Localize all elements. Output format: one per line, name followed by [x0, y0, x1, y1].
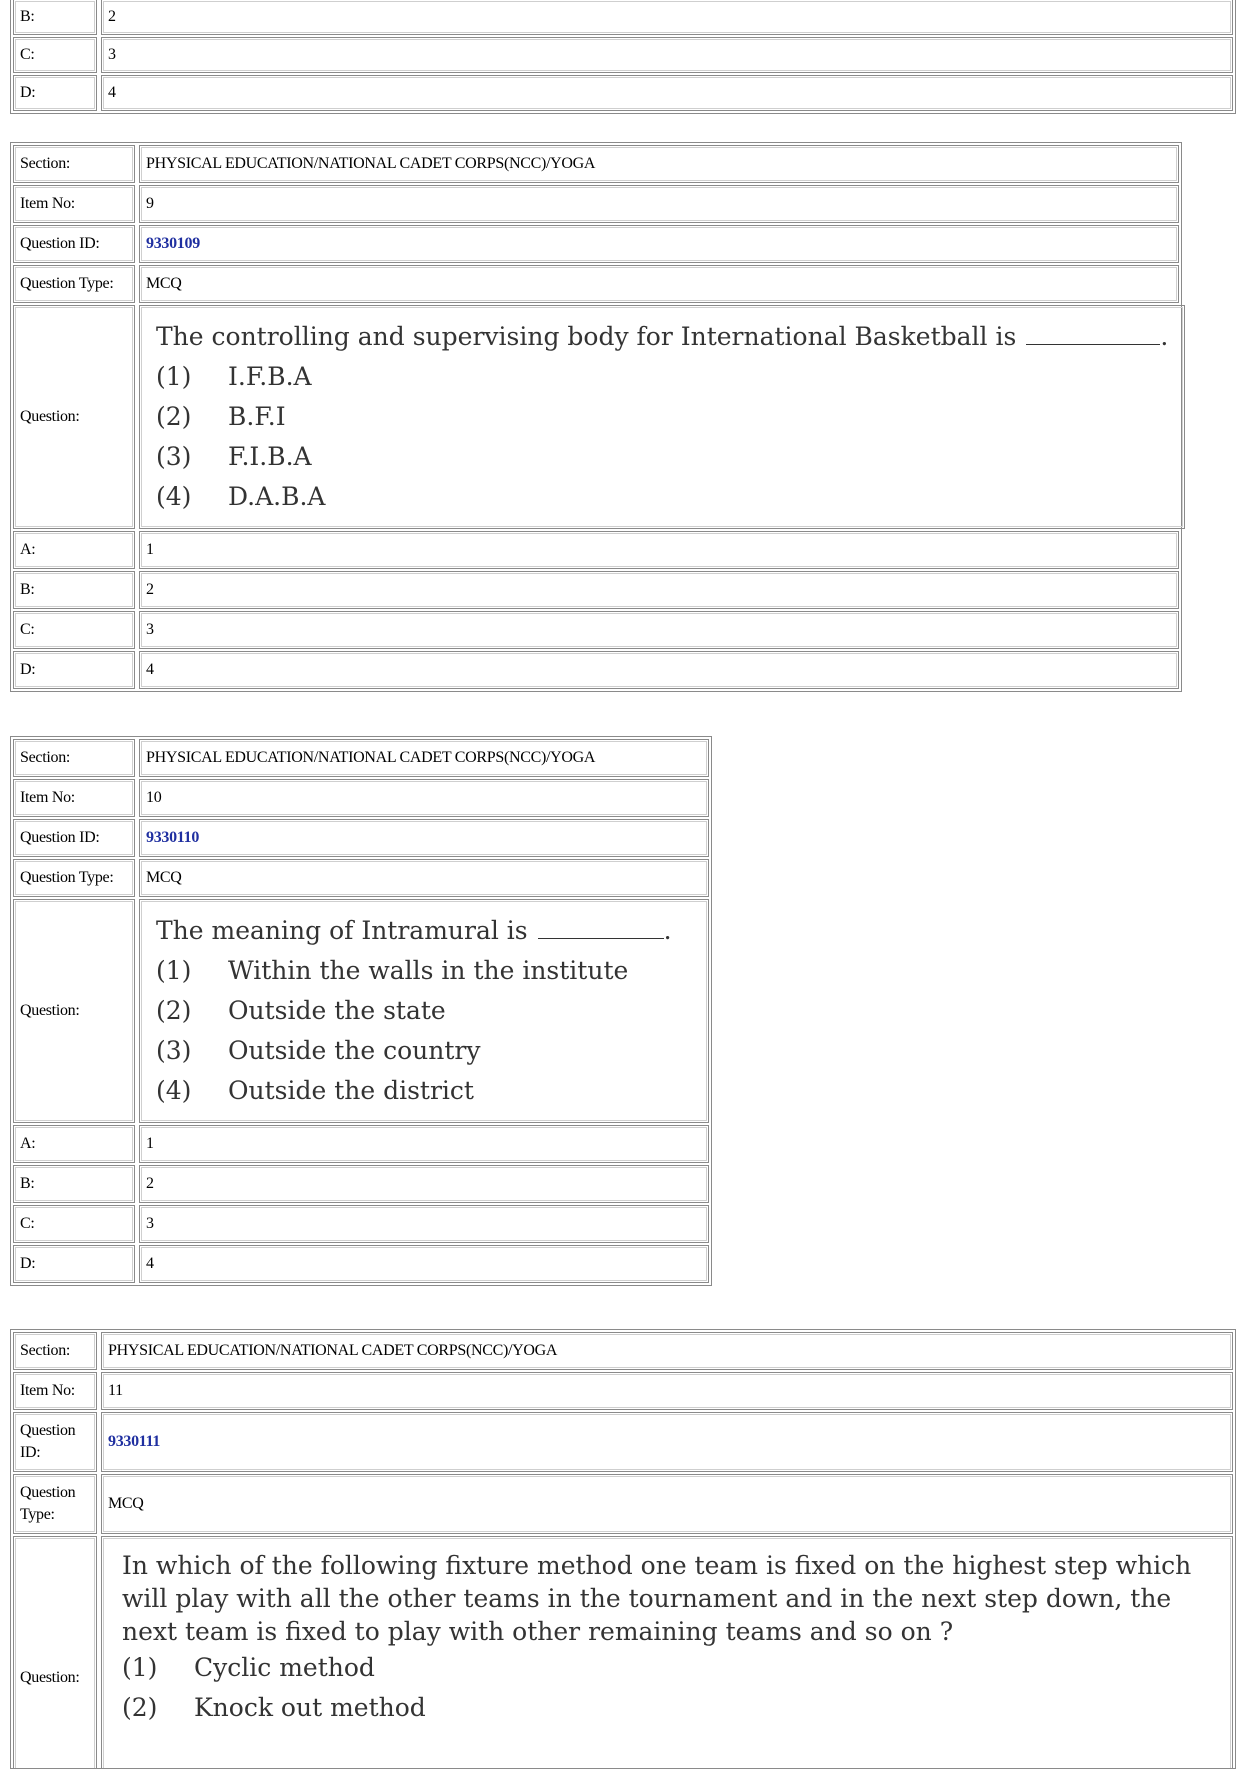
option-b-value: 2 — [101, 0, 1233, 35]
option-a-value: 1 — [139, 531, 1179, 569]
question-table-9 — [10, 142, 1182, 692]
question-type-value: MCQ — [139, 265, 1179, 303]
question-id-label: Question ID: — [13, 225, 135, 263]
question-id-label: Question ID: — [13, 819, 135, 857]
section-label: Section: — [13, 145, 135, 183]
option-c-value: 3 — [101, 37, 1233, 73]
option-d-label: D: — [13, 651, 135, 689]
question-label: Question: — [13, 305, 135, 529]
question-type-value: MCQ — [101, 1474, 1233, 1534]
item-no-label: Item No: — [13, 1372, 97, 1410]
item-no-value: 11 — [101, 1372, 1233, 1410]
question-type-label: Question Type: — [13, 859, 135, 897]
section-value: PHYSICAL EDUCATION/NATIONAL CADET CORPS(NCC)/YOGA — [101, 1332, 1233, 1370]
question-table-11 — [10, 1329, 1236, 1769]
option-b-value: 2 — [139, 1165, 709, 1203]
option-d-label: D: — [13, 75, 97, 111]
option-d-value: 4 — [139, 1245, 709, 1283]
option-a-label: A: — [13, 1125, 135, 1163]
option-a-value: 1 — [139, 1125, 709, 1163]
option-a-label: A: — [13, 531, 135, 569]
question-stem: In which of the following fixture method one team is fixed on the highest step which will play with all the other teams in the tournament and in the next step down, the next team is fixed to play with other remaining teams and so on ? — [122, 1551, 1192, 1646]
question-option: (1) I.F.B.A — [156, 362, 312, 391]
question-id-value: 9330109 — [139, 225, 1179, 263]
section-label: Section: — [13, 1332, 97, 1370]
option-b-value: 2 — [139, 571, 1179, 609]
question-id-value: 9330110 — [139, 819, 709, 857]
question-id-label: Question ID: — [13, 1412, 97, 1472]
option-d-label: D: — [13, 1245, 135, 1283]
option-d-value: 4 — [101, 75, 1233, 111]
item-no-label: Item No: — [13, 185, 135, 223]
question-option: (3) F.I.B.A — [156, 442, 312, 471]
question-option: (1) Cyclic method — [122, 1653, 375, 1682]
section-label: Section: — [13, 739, 135, 777]
option-b-label: B: — [13, 0, 97, 35]
item-no-value: 10 — [139, 779, 709, 817]
question-body — [139, 899, 709, 1123]
question-table-10 — [10, 736, 712, 1286]
option-d-value: 4 — [139, 651, 1179, 689]
question-label: Question: — [13, 899, 135, 1123]
item-no-label: Item No: — [13, 779, 135, 817]
question-stem: The controlling and supervising body for International Basketball is . — [156, 322, 1169, 351]
question-option: (3) Outside the country — [156, 1036, 481, 1065]
option-b-label: B: — [13, 571, 135, 609]
question-id-value: 9330111 — [101, 1412, 1233, 1472]
option-c-label: C: — [13, 1205, 135, 1243]
previous-question-table — [10, 0, 1236, 114]
question-option: (2) B.F.I — [156, 402, 286, 431]
section-value: PHYSICAL EDUCATION/NATIONAL CADET CORPS(NCC)/YOGA — [139, 739, 709, 777]
question-type-label: Question Type: — [13, 265, 135, 303]
question-type-label: Question Type: — [13, 1474, 97, 1534]
section-value: PHYSICAL EDUCATION/NATIONAL CADET CORPS(NCC)/YOGA — [139, 145, 1179, 183]
option-b-label: B: — [13, 1165, 135, 1203]
option-c-value: 3 — [139, 611, 1179, 649]
question-label: Question: — [13, 1536, 97, 1769]
question-option: (1) Within the walls in the institute — [156, 956, 629, 985]
question-stem: The meaning of Intramural is . — [156, 916, 672, 945]
question-type-value: MCQ — [139, 859, 709, 897]
question-option: (4) Outside the district — [156, 1076, 474, 1105]
question-option: (2) Outside the state — [156, 996, 446, 1025]
item-no-value: 9 — [139, 185, 1179, 223]
question-option: (2) Knock out method — [122, 1693, 426, 1722]
option-c-label: C: — [13, 37, 97, 73]
option-c-value: 3 — [139, 1205, 709, 1243]
question-body — [139, 305, 1185, 529]
question-option: (4) D.A.B.A — [156, 482, 326, 511]
question-body — [101, 1536, 1233, 1769]
option-c-label: C: — [13, 611, 135, 649]
